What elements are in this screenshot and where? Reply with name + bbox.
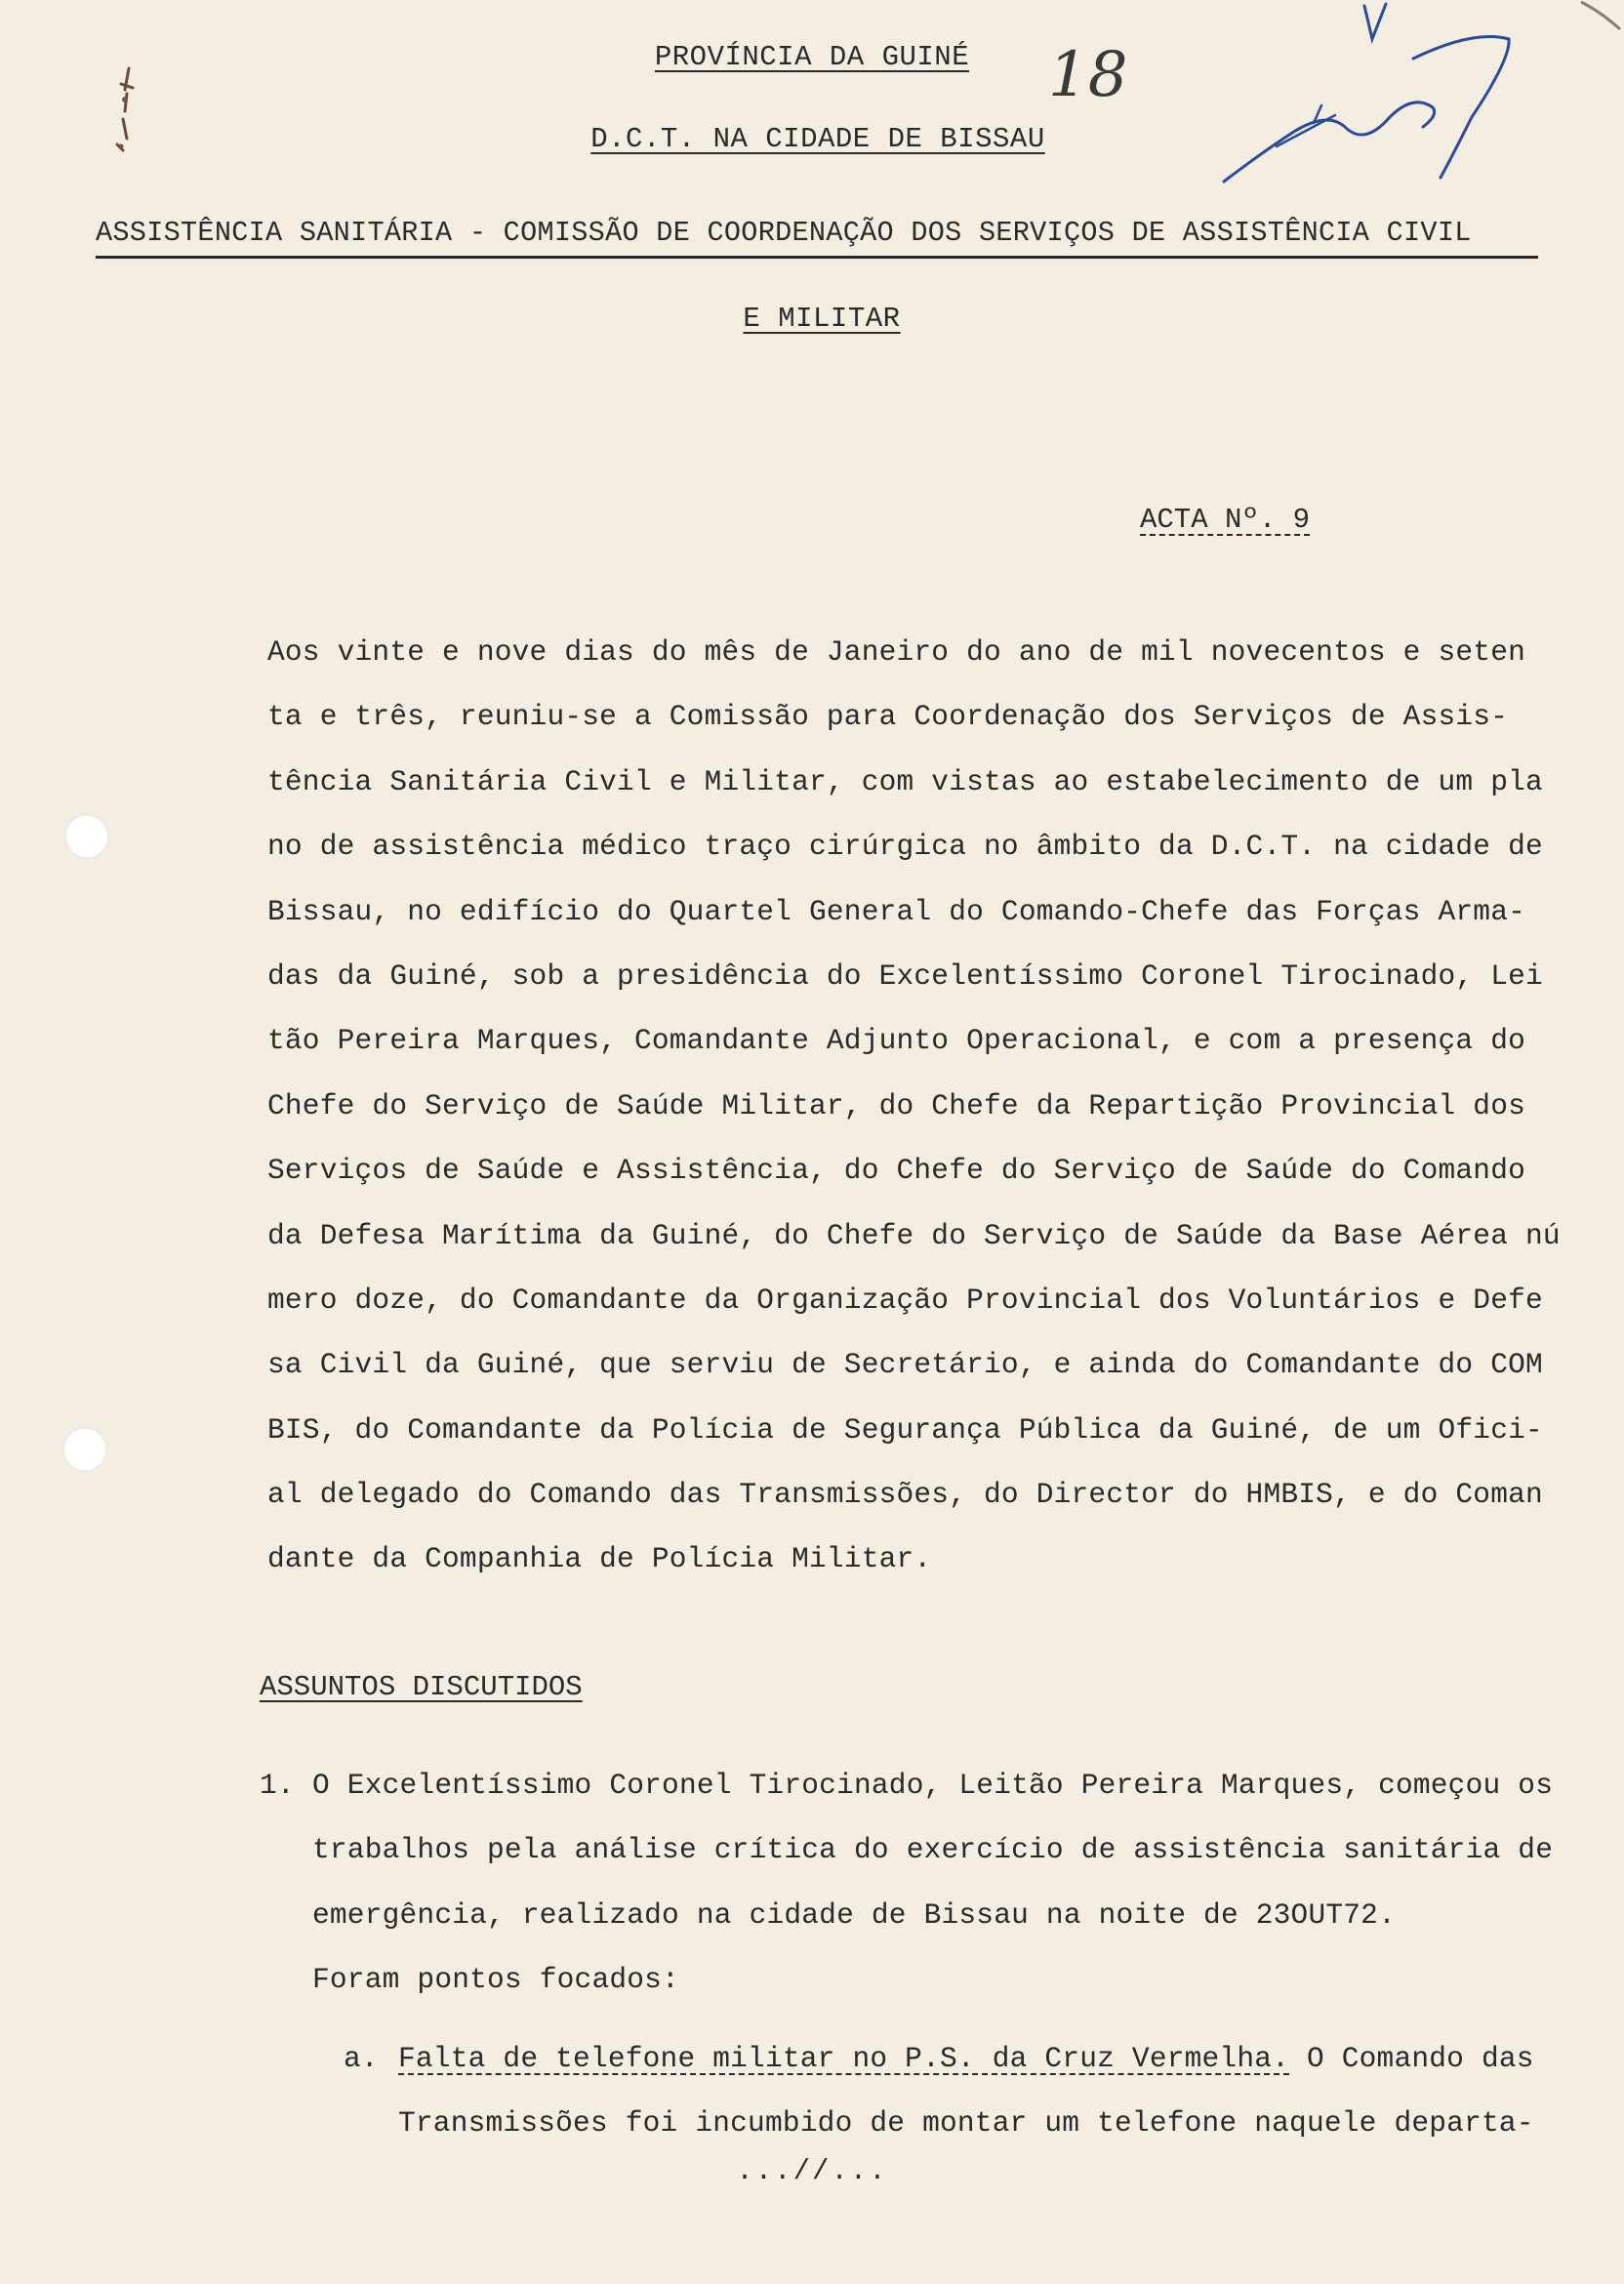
sub-item-heading: Falta de telefone militar no P.S. da Cruz Vermelha.	[398, 2042, 1290, 2075]
paragraph-line: das da Guiné, sob a presidência do Excelentíssimo Coronel Tirocinado, Lei	[267, 958, 1543, 993]
paragraph-line: Chefe do Serviço de Saúde Militar, do Chefe da Repartição Provincial dos	[267, 1088, 1526, 1122]
svg-text:18: 18	[1048, 39, 1128, 111]
continuation-marker: ...//...	[736, 2155, 888, 2187]
sub-item-line-rest: O Comando das	[1289, 2042, 1534, 2075]
acta-number: ACTA Nº. 9	[1140, 504, 1311, 536]
torn-corner	[1571, 0, 1624, 39]
paragraph-line: Aos vinte e nove dias do mês de Janeiro do ano de mil novecentos e seten	[267, 635, 1526, 669]
paragraph-line: no de assistência médico traço cirúrgica no âmbito da D.C.T. na cidade de	[267, 830, 1543, 864]
paragraph-line: da Defesa Marítima da Guiné, do Chefe do Serviço de Saúde da Base Aérea nú	[267, 1218, 1561, 1252]
commission-heading: ASSISTÊNCIA SANITÁRIA - COMISSÃO DE COORDENAÇÃO DOS SERVIÇOS DE ASSISTÊNCIA CIVIL	[96, 217, 1538, 249]
signature-mark	[1218, 0, 1530, 195]
paragraph-line: BIS, do Comandante da Polícia de Segurança Pública da Guiné, de um Ofici-	[267, 1412, 1543, 1447]
paragraph-line: dante da Companhia de Polícia Militar.	[267, 1542, 932, 1576]
item-number: 1.	[260, 1769, 295, 1802]
item-line: trabalhos pela análise crítica do exercício de assistência sanitária de	[312, 1833, 1554, 1867]
paragraph-line: sa Civil da Guiné, que serviu de Secretário, e ainda do Comandante do COM	[267, 1348, 1543, 1382]
punch-hole-upper	[64, 814, 109, 859]
intro-paragraph	[267, 620, 1565, 1592]
commission-heading-line2: E MILITAR	[743, 303, 901, 335]
item-line: Foram pontos focados:	[312, 1963, 679, 1997]
item-line: O Excelentíssimo Coronel Tirocinado, Leitão Pereira Marques, começou os	[312, 1769, 1554, 1802]
paragraph-line: Bissau, no edifício do Quartel General do Comando-Chefe das Forças Arma-	[267, 894, 1526, 928]
sub-item-a-body	[398, 2026, 1589, 2156]
paragraph-line: Serviços de Saúde e Assistência, do Chefe do Serviço de Saúde do Comando	[267, 1154, 1526, 1188]
item-1-body	[312, 1753, 1581, 2013]
sub-item-letter: a.	[344, 2042, 379, 2075]
sub-item-line	[398, 2026, 1589, 2091]
province-title: PROVÍNCIA DA GUINÉ	[654, 41, 970, 73]
item-line: emergência, realizado na cidade de Bissau na noite de 23OUT72.	[312, 1897, 1396, 1932]
sub-item-line: Transmissões foi incumbido de montar um telefone naquele departa-	[398, 2106, 1534, 2141]
paragraph-line: ta e três, reuniu-se a Comissão para Coordenação dos Serviços de Assis-	[267, 700, 1509, 734]
district-title: D.C.T. NA CIDADE DE BISSAU	[590, 123, 1045, 155]
heading-rule	[96, 256, 1538, 259]
paragraph-line: tão Pereira Marques, Comandante Adjunto Operacional, e com a presença do	[267, 1024, 1526, 1058]
section-title: ASSUNTOS DISCUTIDOS	[260, 1671, 583, 1703]
paragraph-line: tência Sanitária Civil e Militar, com vistas ao estabelecimento de um pla	[267, 764, 1543, 798]
paragraph-line: al delegado do Comando das Transmissões, do Director do HMBIS, e do Coman	[267, 1478, 1543, 1512]
handwritten-page-number	[1044, 27, 1161, 115]
punch-hole-lower	[62, 1427, 107, 1472]
paragraph-line: mero doze, do Comandante da Organização Provincial dos Voluntários e Defe	[267, 1283, 1543, 1317]
